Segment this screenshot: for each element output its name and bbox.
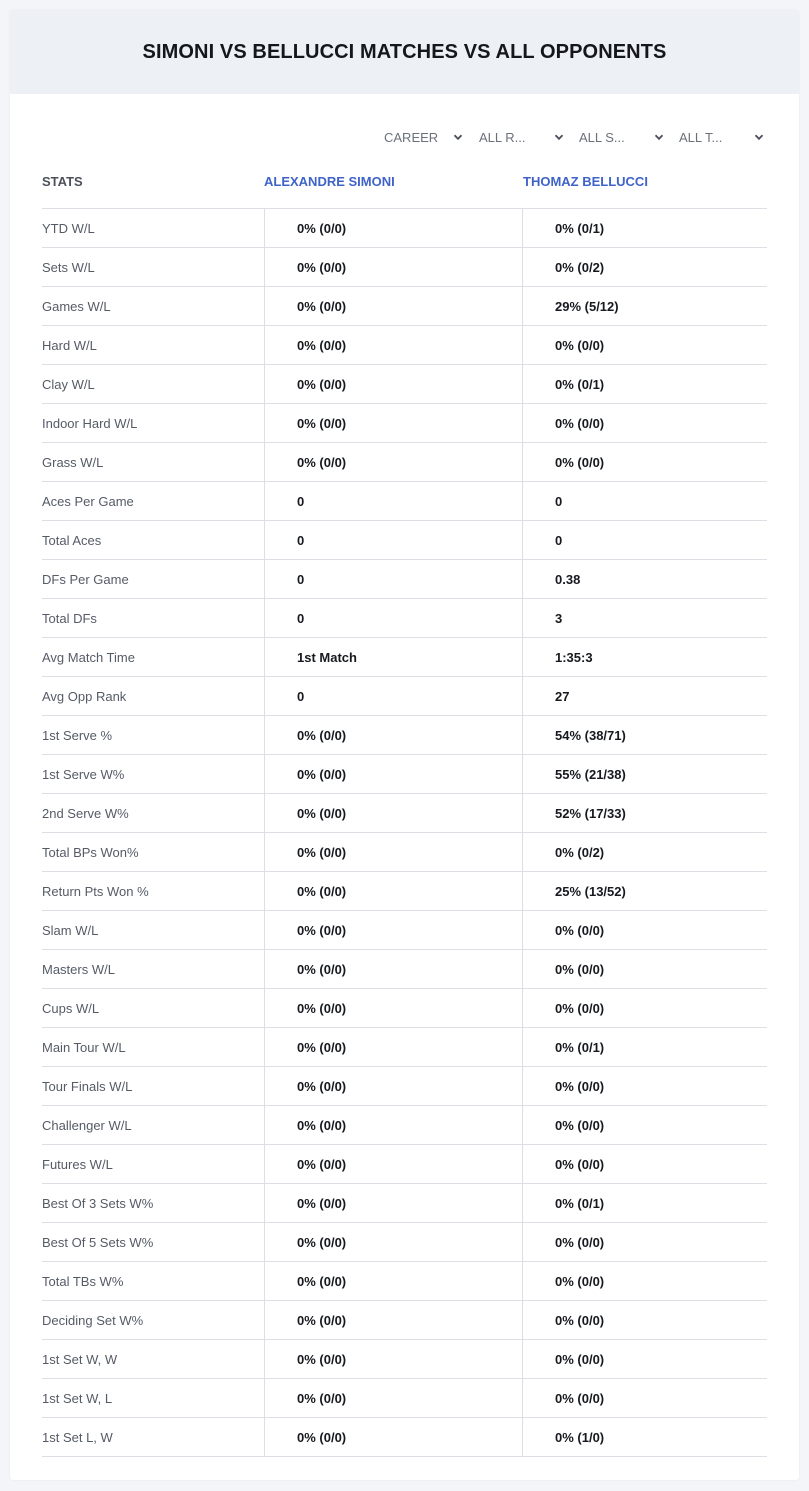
player2-stat-value: 29% (5/12) (522, 287, 767, 325)
player2-stat-value: 0% (0/2) (522, 248, 767, 286)
player1-stat-value: 0% (0/0) (264, 1028, 522, 1066)
stat-label: Tour Finals W/L (42, 1078, 133, 1094)
stat-label: Slam W/L (42, 922, 99, 938)
player2-stat-value: 0% (0/1) (522, 1028, 767, 1066)
stat-label: 1st Serve W% (42, 766, 125, 782)
player2-stat-value: 55% (21/38) (522, 755, 767, 793)
player1-stat-value: 0% (0/0) (264, 1418, 522, 1456)
player2-stat-value: 27 (522, 677, 767, 715)
stat-label: 1st Set W, W (42, 1351, 118, 1367)
stat-label: Best Of 5 Sets W% (42, 1234, 154, 1250)
table-row (42, 950, 767, 989)
player1-stat-value: 0% (0/0) (264, 989, 522, 1027)
card-header (10, 10, 799, 94)
stats-table (42, 168, 767, 1457)
player1-stat-value: 0% (0/0) (264, 404, 522, 442)
stat-label: Sets W/L (42, 259, 95, 275)
stat-label: DFs Per Game (42, 571, 129, 587)
filter-bar (10, 126, 799, 148)
player2-stat-value: 0.38 (522, 560, 767, 598)
tournament-filter-label: ALL T... (679, 129, 723, 145)
table-row (42, 1379, 767, 1418)
stat-label: 2nd Serve W% (42, 805, 129, 821)
player1-stat-value: 0% (0/0) (264, 1106, 522, 1144)
table-row (42, 1418, 767, 1457)
tournament-filter-select[interactable] (679, 126, 765, 148)
player2-link[interactable]: THOMAZ BELLUCCI (523, 174, 648, 189)
stat-label: Deciding Set W% (42, 1312, 144, 1328)
table-row (42, 716, 767, 755)
table-row (42, 560, 767, 599)
player2-stat-value: 0% (0/0) (522, 1145, 767, 1183)
player1-stat-value: 0% (0/0) (264, 794, 522, 832)
table-row (42, 1106, 767, 1145)
round-filter-select[interactable] (479, 126, 565, 148)
player2-stat-value: 0% (0/0) (522, 1301, 767, 1339)
player2-stat-value: 0% (0/0) (522, 404, 767, 442)
player1-stat-value: 0% (0/0) (264, 833, 522, 871)
player1-stat-value: 0% (0/0) (264, 1145, 522, 1183)
player1-stat-value: 0 (264, 560, 522, 598)
player1-stat-value: 0% (0/0) (264, 755, 522, 793)
stat-label: Clay W/L (42, 376, 95, 392)
player2-stat-value: 0% (0/0) (522, 1379, 767, 1417)
player2-stat-value: 0% (0/0) (522, 1262, 767, 1300)
table-header (42, 168, 767, 209)
player2-stat-value: 0% (0/0) (522, 1340, 767, 1378)
chevron-down-icon (753, 131, 765, 143)
table-row (42, 1145, 767, 1184)
stat-label: 1st Set W, L (42, 1390, 113, 1406)
table-row (42, 1028, 767, 1067)
table-row (42, 833, 767, 872)
table-row (42, 521, 767, 560)
player2-stat-value: 0 (522, 482, 767, 520)
player1-stat-value: 0% (0/0) (264, 443, 522, 481)
table-row (42, 1262, 767, 1301)
stat-label: Return Pts Won % (42, 883, 149, 899)
stat-label: Futures W/L (42, 1156, 113, 1172)
player1-stat-value: 0% (0/0) (264, 209, 522, 247)
stats-column-header: STATS (42, 174, 83, 189)
table-row (42, 482, 767, 521)
player1-stat-value: 0% (0/0) (264, 287, 522, 325)
player1-stat-value: 0 (264, 599, 522, 637)
player1-stat-value: 0% (0/0) (264, 1223, 522, 1261)
player2-stat-value: 0% (0/0) (522, 989, 767, 1027)
surface-filter-label: ALL S... (579, 129, 625, 145)
stat-label: Challenger W/L (42, 1117, 132, 1133)
surface-filter-select[interactable] (579, 126, 665, 148)
player1-stat-value: 0% (0/0) (264, 1301, 522, 1339)
player1-stat-value: 1st Match (264, 638, 522, 676)
chevron-down-icon (452, 131, 464, 143)
stat-label: Hard W/L (42, 337, 97, 353)
player1-stat-value: 0% (0/0) (264, 365, 522, 403)
stat-label: Main Tour W/L (42, 1039, 126, 1055)
stat-label: Total Aces (42, 532, 102, 548)
table-row (42, 794, 767, 833)
stat-label: Grass W/L (42, 454, 104, 470)
player2-stat-value: 25% (13/52) (522, 872, 767, 910)
stat-label: Cups W/L (42, 1000, 100, 1016)
chevron-down-icon (553, 131, 565, 143)
player1-stat-value: 0 (264, 677, 522, 715)
round-filter-label: ALL R... (479, 129, 526, 145)
table-row (42, 1067, 767, 1106)
player2-stat-value: 0% (0/0) (522, 326, 767, 364)
player1-link[interactable]: ALEXANDRE SIMONI (264, 174, 395, 189)
stat-label: 1st Serve % (42, 727, 113, 743)
stat-label: YTD W/L (42, 220, 95, 236)
player2-stat-value: 0% (0/1) (522, 365, 767, 403)
table-row (42, 599, 767, 638)
period-filter-select[interactable] (384, 126, 464, 148)
table-row (42, 404, 767, 443)
player1-stat-value: 0% (0/0) (264, 911, 522, 949)
player2-stat-value: 0 (522, 521, 767, 559)
table-row (42, 248, 767, 287)
table-row (42, 755, 767, 794)
player1-stat-value: 0% (0/0) (264, 716, 522, 754)
table-row (42, 1301, 767, 1340)
player2-stat-value: 0% (0/0) (522, 950, 767, 988)
stat-label: Masters W/L (42, 961, 115, 977)
player1-stat-value: 0% (0/0) (264, 1340, 522, 1378)
table-row (42, 638, 767, 677)
table-row (42, 326, 767, 365)
table-row (42, 911, 767, 950)
player1-stat-value: 0 (264, 482, 522, 520)
stat-label: 1st Set L, W (42, 1429, 113, 1445)
player2-stat-value: 0% (0/0) (522, 443, 767, 481)
player2-stat-value: 0% (0/2) (522, 833, 767, 871)
player2-stat-value: 0% (0/1) (522, 1184, 767, 1222)
stat-label: Aces Per Game (42, 493, 134, 509)
table-row (42, 1223, 767, 1262)
table-row (42, 1184, 767, 1223)
table-row (42, 872, 767, 911)
player1-stat-value: 0% (0/0) (264, 1262, 522, 1300)
table-row (42, 677, 767, 716)
period-filter-label: CAREER (384, 129, 439, 145)
stat-label: Best Of 3 Sets W% (42, 1195, 154, 1211)
table-row (42, 1340, 767, 1379)
player1-stat-value: 0% (0/0) (264, 248, 522, 286)
player2-stat-value: 0% (1/0) (522, 1418, 767, 1456)
chevron-down-icon (653, 131, 665, 143)
player1-stat-value: 0% (0/0) (264, 1067, 522, 1105)
table-row (42, 989, 767, 1028)
stat-label: Total BPs Won% (42, 844, 139, 860)
stat-label: Avg Match Time (42, 649, 135, 665)
player1-stat-value: 0% (0/0) (264, 950, 522, 988)
page-title: SIMONI VS BELLUCCI MATCHES VS ALL OPPONENTS (142, 40, 667, 63)
player1-stat-value: 0% (0/0) (264, 1379, 522, 1417)
table-row (42, 209, 767, 248)
stat-label: Avg Opp Rank (42, 688, 127, 704)
table-row (42, 287, 767, 326)
player2-stat-value: 52% (17/33) (522, 794, 767, 832)
player2-stat-value: 0% (0/0) (522, 911, 767, 949)
stat-label: Indoor Hard W/L (42, 415, 138, 431)
player2-stat-value: 0% (0/0) (522, 1106, 767, 1144)
player2-stat-value: 0% (0/0) (522, 1067, 767, 1105)
table-row (42, 365, 767, 404)
table-body (42, 209, 767, 1457)
player1-stat-value: 0 (264, 521, 522, 559)
stat-label: Total TBs W% (42, 1273, 124, 1289)
stat-label: Total DFs (42, 610, 97, 626)
player2-stat-value: 1:35:3 (522, 638, 767, 676)
player2-stat-value: 54% (38/71) (522, 716, 767, 754)
player1-stat-value: 0% (0/0) (264, 872, 522, 910)
stats-card (10, 10, 799, 1480)
player2-stat-value: 0% (0/1) (522, 209, 767, 247)
table-row (42, 443, 767, 482)
player1-stat-value: 0% (0/0) (264, 1184, 522, 1222)
player1-stat-value: 0% (0/0) (264, 326, 522, 364)
stat-label: Games W/L (42, 298, 111, 314)
player2-stat-value: 3 (522, 599, 767, 637)
player2-stat-value: 0% (0/0) (522, 1223, 767, 1261)
